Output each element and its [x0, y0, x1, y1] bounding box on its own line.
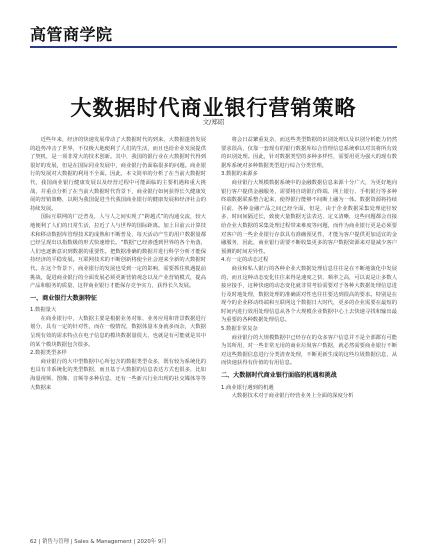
subsection-heading: 3.数据的来源多: [221, 171, 258, 178]
section-heading: 一、商业银行大数据特征: [30, 294, 98, 302]
section-heading: 二、大数据时代商业银行面临的机遇和挑战: [221, 372, 337, 380]
paragraph: 商业银行的大中型数据中心所包含的数据类型众多，既有较为系统化的也具有非系统化的类型数据，而且基于大数据的信息表达方式也很多，比如海量视频、图像、音频等多种信息，还有一些新兴行业出现的社交媒体等等大数据来: [30, 358, 206, 391]
paragraph: 商业银行大规模数据系统中的金融数据信息来源十分广大，为更好地向银行客户提供金融服务，需要将自助银行终端、网上银行、手机银行等多种终端数据联系整合起来，使得银行能够不间断上融为一体。数据资源将持续目前，各种金融产品之间已经全面，但是，由于企业数据采集处理途径较多，时间间隔过长，致使大量数据无法表达、定义清晰，这些问题都会直接给企业大数据的采集处理过程带来难度等问题，而作为商业银行更是必须要对客户的一些企业银行存款具有准确预见性，才能为客户提供更加适宜的金融服务，因此，商业银行需要不断收集更多的客户数据资源来对量减少客户预测的时间差异性。: [221, 179, 397, 255]
subsection-heading: 4.有一定的动态过程: [221, 257, 269, 264]
paragraph: 近些年来，经济的快速发展带动了大数据时代的到来，大数据蓬勃发展的趋势冲击了世界，不仅极大地便利了人们的生活，而且也给企业发展提供了契机，是一项非常大的技术创新。其中，我国的银行业在大数据时代得到很好的发展，但是在国际同业发展中，商业银行仍面临很多的问题。商业银行的发展对大数据的利用不全面。因此，本文简单的分析了在当前大数据时代，我国商业银行健康发展以及经营过程中可能面临的主要机遇和重大挑战，并重点分析了在当前大数据时代背景下，商业银行如何获得长久健康发展的营销策略，以期为我国促进当代我国商业银行的健康发展和经济社会的持续发展。: [30, 137, 206, 212]
paragraph: 商业和私人银行的各种企业大数据处理信息往往是在不断地演化中发展的，而且这种动态变化往往来得是速度之快、频率之高，可以说是让多数人接应接手，这种快速的动态变化就非常考验需要对于各种大数据处理信息进行及时地处理，数据处理的准确需对性也往往要达到很高的要求。特别是在现今的企业移动终端和互联网这个数据日大时代，更多的企业需要在最短的时间内进行效用处理信息从各个大规模企业数据中心上去快速寻找和输出最为重要的各种数据处理信息。: [221, 265, 397, 324]
paragraph: 大数据技术对于商业银行经营业务上全面的深度分析: [231, 393, 354, 400]
article-byline: 文/郑昭: [202, 118, 225, 126]
paragraph: 商业银行的大规模数据中已经存在的众多客户信息并不是全部都有可能为其所用，对一些非常无用的商业垃圾客户数据，就必然需要商业银行不断对这些数据信息进行分类清查处理，不断更新生成的这些垃圾数据信息，从而快速获得有价值的有用信息。: [221, 334, 397, 367]
header-rule: [30, 46, 397, 48]
article-title: 大数据时代商业银行营销策略: [70, 96, 357, 120]
paragraph: 在商业银行中，大数据主要是根据业务对象、业务应用和背景数据进行划分，具有一定的针对性，而在一般情况，数据体量本身就多而杂，大数据呈现有效的需求特点在电子信息的模块数据量很大，也就是有可能就是其中的某个模块数据包含很多。: [30, 315, 206, 348]
paragraph: 将会日益繁重复杂，而这些类型数据的识别处理以及识别分析能力仍然要求很高，仅靠一套现有的银行数据库综合管理信息系统难以对其将所有效的识别处理。因此，针对数据类型的多种多样性，需要用更为强大的现有数据库系统对多种数据类型进行综合分类管理。: [221, 137, 397, 169]
right-column: [221, 136, 397, 401]
section-title: 高管商学院: [30, 25, 113, 44]
page-footer: 62 | 销售与管理 | Sales & Management | 2020年 9月: [30, 539, 167, 545]
subsection-heading: 5.数据非常复杂: [221, 326, 258, 333]
subsection-heading: 2.数据类型多样: [30, 350, 67, 357]
paragraph: 国际互联网的广泛普及，人与人之间实现了“跨越式”的沟通交流，较大地便利了人们的日常生活，拉近了人与世界的国际距离。加上目前云计算技术和移动数据库管理技术的成熟和不断普及，每天活动产生的用户数据量都已经呈现出以指数级的形式快速增长。“数据”已经渗透到世界的各个角落，人们也逐渐意识到数据的重要性。把数据准确的数据并进行科学分析才能保持经济的平稳发展。互联网技术的不断创新将使全社会迎来全新的大数据时代。在这个背景下，商业银行的发展也受到一定的影响，需要抓住机遇提前挑战，促进商业银行的全面发展必须更新营销观念以及产业营销模式，提高产品和服务的质量，这样商业银行才能保存竞争实力，获得长久发展。: [30, 214, 206, 290]
journal-header: [0, 0, 427, 60]
subsection-heading: 1.数据量大: [30, 307, 57, 314]
subsection-heading: 1.商业银行遇到的机遇: [221, 384, 274, 391]
left-column: [30, 136, 206, 392]
